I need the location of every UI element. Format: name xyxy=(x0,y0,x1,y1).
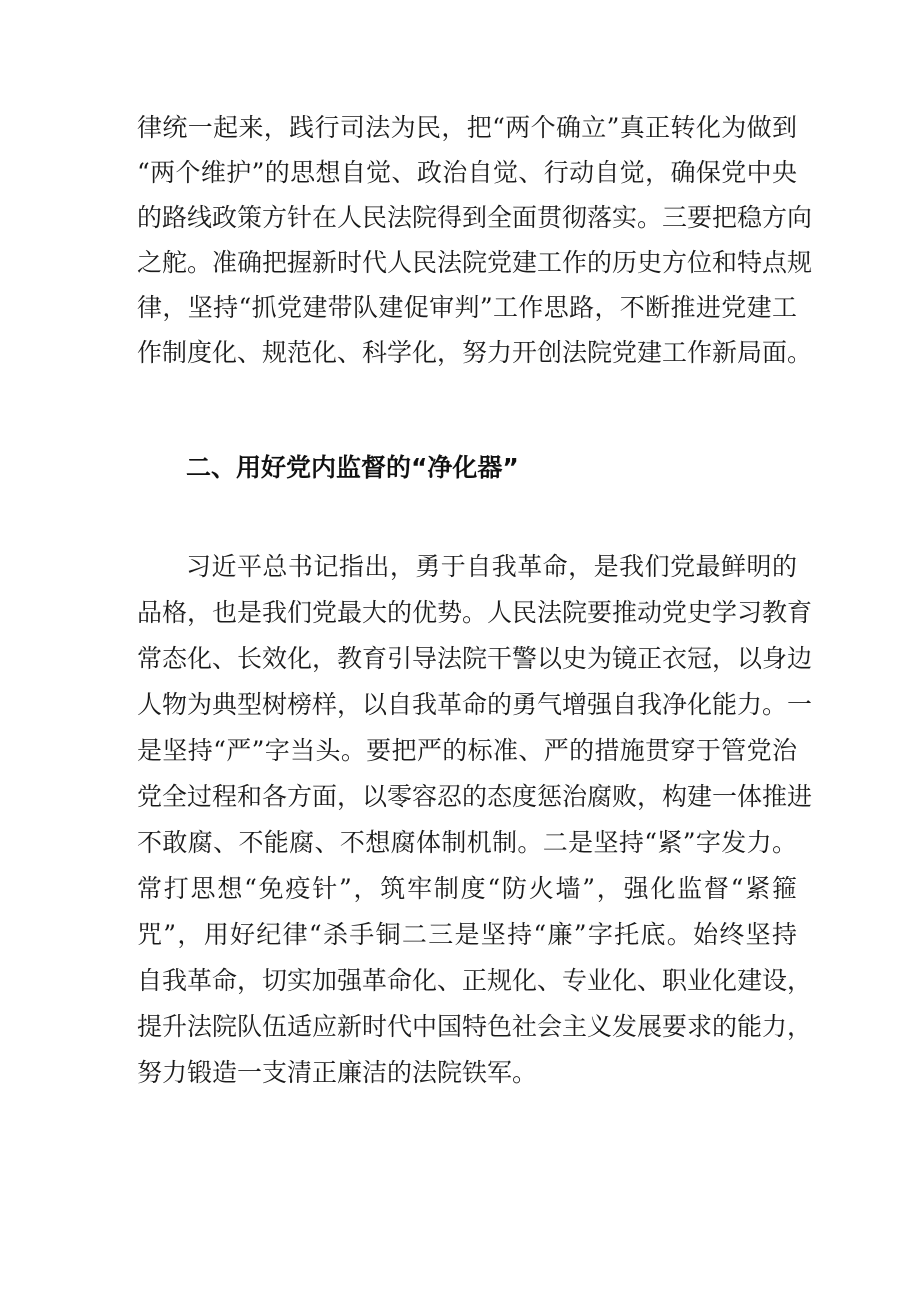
section-2-line-1: 习近平总书记指出，勇于自我革命，是我们党最鲜明的 xyxy=(186,552,797,581)
paragraph-1-line-2: “两个维护”的思想自觉、政治自觉、行动自觉，确保党中央 xyxy=(137,158,797,187)
section-2-line-8: 常打思想“免疫针”，筑牢制度“防火墙”，强化监督“紧箍 xyxy=(137,874,797,903)
paragraph-1-line-3: 的路线政策方针在人民法院得到全面贯彻落实。三要把稳方向 xyxy=(137,203,813,232)
section-2-line-12: 努力锻造一支清正廉洁的法院铁军。 xyxy=(137,1058,538,1087)
section-2-line-10: 自我革命，切实加强革命化、正规化、专业化、职业化建设， xyxy=(137,966,813,995)
section-2-line-4: 人物为典型树榜样，以自我革命的勇气增强自我净化能力。一 xyxy=(137,690,813,719)
section-2-line-9: 咒”，用好纪律“杀手铜二三是坚持“廉”字托底。始终坚持 xyxy=(137,920,797,949)
section-2-heading: 二、用好党内监督的“净化器” xyxy=(186,453,519,482)
paragraph-1-line-5: 律，坚持“抓党建带队建促审判”工作思路，不断推进党建工 xyxy=(137,293,797,322)
section-2-line-3: 常态化、长效化，教育引导法院干警以史为镜正衣冠，以身边 xyxy=(137,644,813,673)
paragraph-1-line-4: 之舵。准确把握新时代人民法院党建工作的历史方位和特点规 xyxy=(137,248,813,277)
section-2-line-2: 品格，也是我们党最大的优势。人民法院要推动党史学习教育 xyxy=(137,598,813,627)
paragraph-1-line-1: 律统一起来，践行司法为民，把“两个确立”真正转化为做到 xyxy=(137,113,797,142)
section-2-line-6: 党全过程和各方面，以零容忍的态度惩治腐败，构建一体推进 xyxy=(137,782,813,811)
paragraph-1-line-6: 作制度化、规范化、科学化，努力开创法院党建工作新局面。 xyxy=(137,338,813,367)
section-2-line-7: 不敢腐、不能腐、不想腐体制机制。二是坚持“紧”字发力。 xyxy=(137,828,797,857)
section-2-line-5: 是坚持“严”字当头。要把严的标准、严的措施贯穿于管党治 xyxy=(137,736,797,765)
section-2-line-11: 提升法院队伍适应新时代中国特色社会主义发展要求的能力， xyxy=(137,1012,813,1041)
